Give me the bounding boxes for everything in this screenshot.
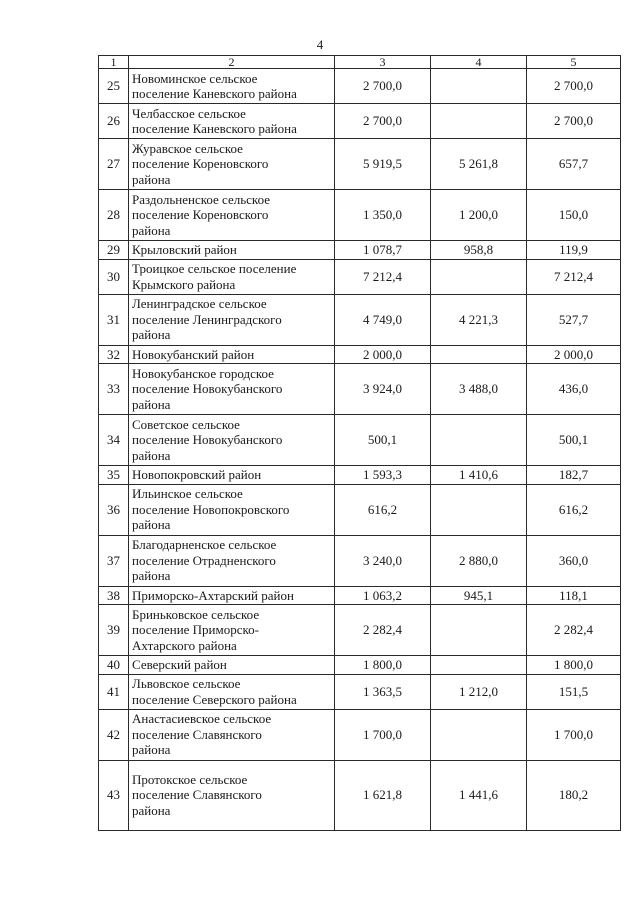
municipality-name-line: поселение Кореновского [132,156,269,172]
municipality-name-line: Новокубанское городское [132,365,274,381]
amount-column-5: 1 700,0 [527,709,621,760]
municipality-name [129,364,335,415]
amount-column-5: 527,7 [527,294,621,345]
municipality-name-line: района [132,327,171,343]
amount-column-5: 1 800,0 [527,656,621,675]
municipality-name [129,586,335,605]
municipality-name-line: Львовское сельское [132,676,241,691]
amount-column-5: 2 282,4 [527,605,621,656]
table-row [99,241,621,260]
municipality-name [129,466,335,485]
table-row [99,259,621,294]
amount-total: 5 919,5 [335,139,431,190]
amount-column-5: 2 700,0 [527,69,621,104]
amount-column-4 [431,484,527,535]
table-row [99,139,621,190]
column-header-row [99,56,621,69]
amount-column-5: 2 000,0 [527,345,621,364]
column-header: 2 [129,56,335,69]
amount-total: 2 700,0 [335,104,431,139]
municipality-name-line: Анастасиевское сельское [132,711,272,727]
municipality-name [129,415,335,466]
row-number: 27 [99,139,129,190]
amount-column-4 [431,656,527,675]
row-number: 30 [99,259,129,294]
column-header: 5 [527,56,621,69]
amount-total: 1 078,7 [335,241,431,260]
municipality-name [129,535,335,586]
row-number: 28 [99,190,129,241]
table-row [99,709,621,760]
municipality-name-line: Протокское сельское [132,771,248,787]
table-row [99,294,621,345]
table-row [99,656,621,675]
amount-column-4: 1 212,0 [431,674,527,709]
amount-column-4: 2 880,0 [431,535,527,586]
municipality-name-line: Советское сельское [132,416,240,432]
amount-total: 1 350,0 [335,190,431,241]
municipality-name-line: Ленинградское сельское [132,296,267,312]
row-number: 35 [99,466,129,485]
row-number: 36 [99,484,129,535]
municipality-name [129,674,335,709]
municipality-name-line: Троицкое сельское поселение [132,261,297,276]
amount-column-5: 118,1 [527,586,621,605]
amount-column-5: 436,0 [527,364,621,415]
amount-column-4: 5 261,8 [431,139,527,190]
municipality-name-line: Новопокровский район [132,467,262,482]
municipality-name-line: Ахтарского района [132,637,237,653]
column-header: 4 [431,56,527,69]
municipality-name [129,190,335,241]
table-row [99,190,621,241]
municipality-name-line: поселение Славянского [132,787,262,803]
municipality-name-line: поселение Новопокровского [132,501,290,517]
table-row [99,364,621,415]
municipality-name-line: Новокубанский район [132,346,255,362]
municipality-name [129,656,335,675]
row-number: 42 [99,709,129,760]
row-number: 29 [99,241,129,260]
municipality-name-line: Северский район [132,657,227,672]
amount-total: 3 924,0 [335,364,431,415]
municipality-name [129,345,335,364]
municipality-name-line: Благодарненское сельское [132,537,277,553]
row-number: 34 [99,415,129,466]
row-number: 31 [99,294,129,345]
row-number: 32 [99,345,129,364]
municipality-name-line: поселение Каневского района [132,86,297,101]
municipality-name-line: Журавское сельское [132,140,243,156]
row-number: 37 [99,535,129,586]
table-row [99,586,621,605]
municipality-name-line: поселение Новокубанского [132,432,283,448]
table-row [99,104,621,139]
amount-column-5: 616,2 [527,484,621,535]
municipality-name-line: поселение Кореновского [132,207,269,223]
municipality-name-line: Крымского района [132,276,236,292]
municipality-name-line: поселение Приморско- [132,622,259,638]
amount-column-4 [431,415,527,466]
row-number: 26 [99,104,129,139]
table-row [99,535,621,586]
amount-column-5: 150,0 [527,190,621,241]
amount-total: 1 800,0 [335,656,431,675]
municipality-name [129,709,335,760]
row-number: 39 [99,605,129,656]
table-row [99,415,621,466]
row-number: 40 [99,656,129,675]
municipality-name-line: Раздольненское сельское [132,191,271,207]
municipality-name [129,760,335,830]
amount-column-4 [431,345,527,364]
municipality-name [129,69,335,104]
municipality-name-line: поселение Ленинградского [132,311,282,327]
municipality-name-line: района [132,396,171,412]
amount-column-4 [431,69,527,104]
municipality-name [129,294,335,345]
table-row [99,484,621,535]
amount-column-5: 7 212,4 [527,259,621,294]
amount-total: 1 700,0 [335,709,431,760]
amount-total: 1 063,2 [335,586,431,605]
municipality-name-line: Бриньковское сельское [132,606,260,622]
municipality-name-line: Новоминское сельское [132,70,258,86]
amount-column-4: 3 488,0 [431,364,527,415]
amount-total: 2 000,0 [335,345,431,364]
municipality-name [129,139,335,190]
amount-column-5: 119,9 [527,241,621,260]
amount-total: 7 212,4 [335,259,431,294]
municipality-name-line: поселение Северского района [132,691,297,707]
amount-total: 2 282,4 [335,605,431,656]
amount-total: 1 363,5 [335,674,431,709]
municipality-name-line: поселение Каневского района [132,121,297,136]
amount-column-4 [431,259,527,294]
amount-column-5: 500,1 [527,415,621,466]
municipality-name-line: района [132,222,171,238]
municipality-name-line: района [132,742,171,758]
municipality-name-line: поселение Отрадненского [132,552,276,568]
row-number: 25 [99,69,129,104]
municipality-name-line: района [132,447,171,463]
amount-total: 3 240,0 [335,535,431,586]
row-number: 38 [99,586,129,605]
amount-column-5: 360,0 [527,535,621,586]
amount-column-4: 1 200,0 [431,190,527,241]
amount-column-4: 4 221,3 [431,294,527,345]
table-row [99,69,621,104]
amount-total: 500,1 [335,415,431,466]
column-header: 1 [99,56,129,69]
municipality-name-line: Челбасское сельское [132,105,246,121]
municipality-name-line: района [132,517,171,533]
amount-column-5: 151,5 [527,674,621,709]
row-number: 33 [99,364,129,415]
municipality-name [129,484,335,535]
municipality-name-line: района [132,568,171,584]
allocation-table [98,55,621,831]
amount-column-4: 1 410,6 [431,466,527,485]
amount-total: 4 749,0 [335,294,431,345]
municipality-name-line: Приморско-Ахтарский район [132,587,294,603]
table-row [99,466,621,485]
amount-column-4 [431,605,527,656]
municipality-name-line: поселение Новокубанского [132,381,283,397]
amount-total: 2 700,0 [335,69,431,104]
amount-column-5: 182,7 [527,466,621,485]
amount-total: 1 593,3 [335,466,431,485]
table-row [99,760,621,830]
row-number: 41 [99,674,129,709]
municipality-name-line: поселение Славянского [132,726,262,742]
table-row [99,674,621,709]
municipality-name [129,241,335,260]
page-number: 4 [316,37,324,52]
amount-column-4 [431,104,527,139]
municipality-name [129,259,335,294]
municipality-name-line: района [132,171,171,187]
amount-column-4: 1 441,6 [431,760,527,830]
amount-column-5: 657,7 [527,139,621,190]
amount-column-5: 180,2 [527,760,621,830]
table-body [99,56,621,831]
amount-column-4 [431,709,527,760]
row-number: 43 [99,760,129,830]
municipality-name [129,104,335,139]
amount-total: 616,2 [335,484,431,535]
municipality-name [129,605,335,656]
amount-column-4: 958,8 [431,241,527,260]
municipality-name-line: Крыловский район [132,242,237,257]
amount-column-5: 2 700,0 [527,104,621,139]
municipality-name-line: района [132,802,171,818]
table-row [99,345,621,364]
table-row [99,605,621,656]
municipality-name-line: Ильинское сельское [132,486,243,502]
column-header: 3 [335,56,431,69]
amount-total: 1 621,8 [335,760,431,830]
amount-column-4: 945,1 [431,586,527,605]
